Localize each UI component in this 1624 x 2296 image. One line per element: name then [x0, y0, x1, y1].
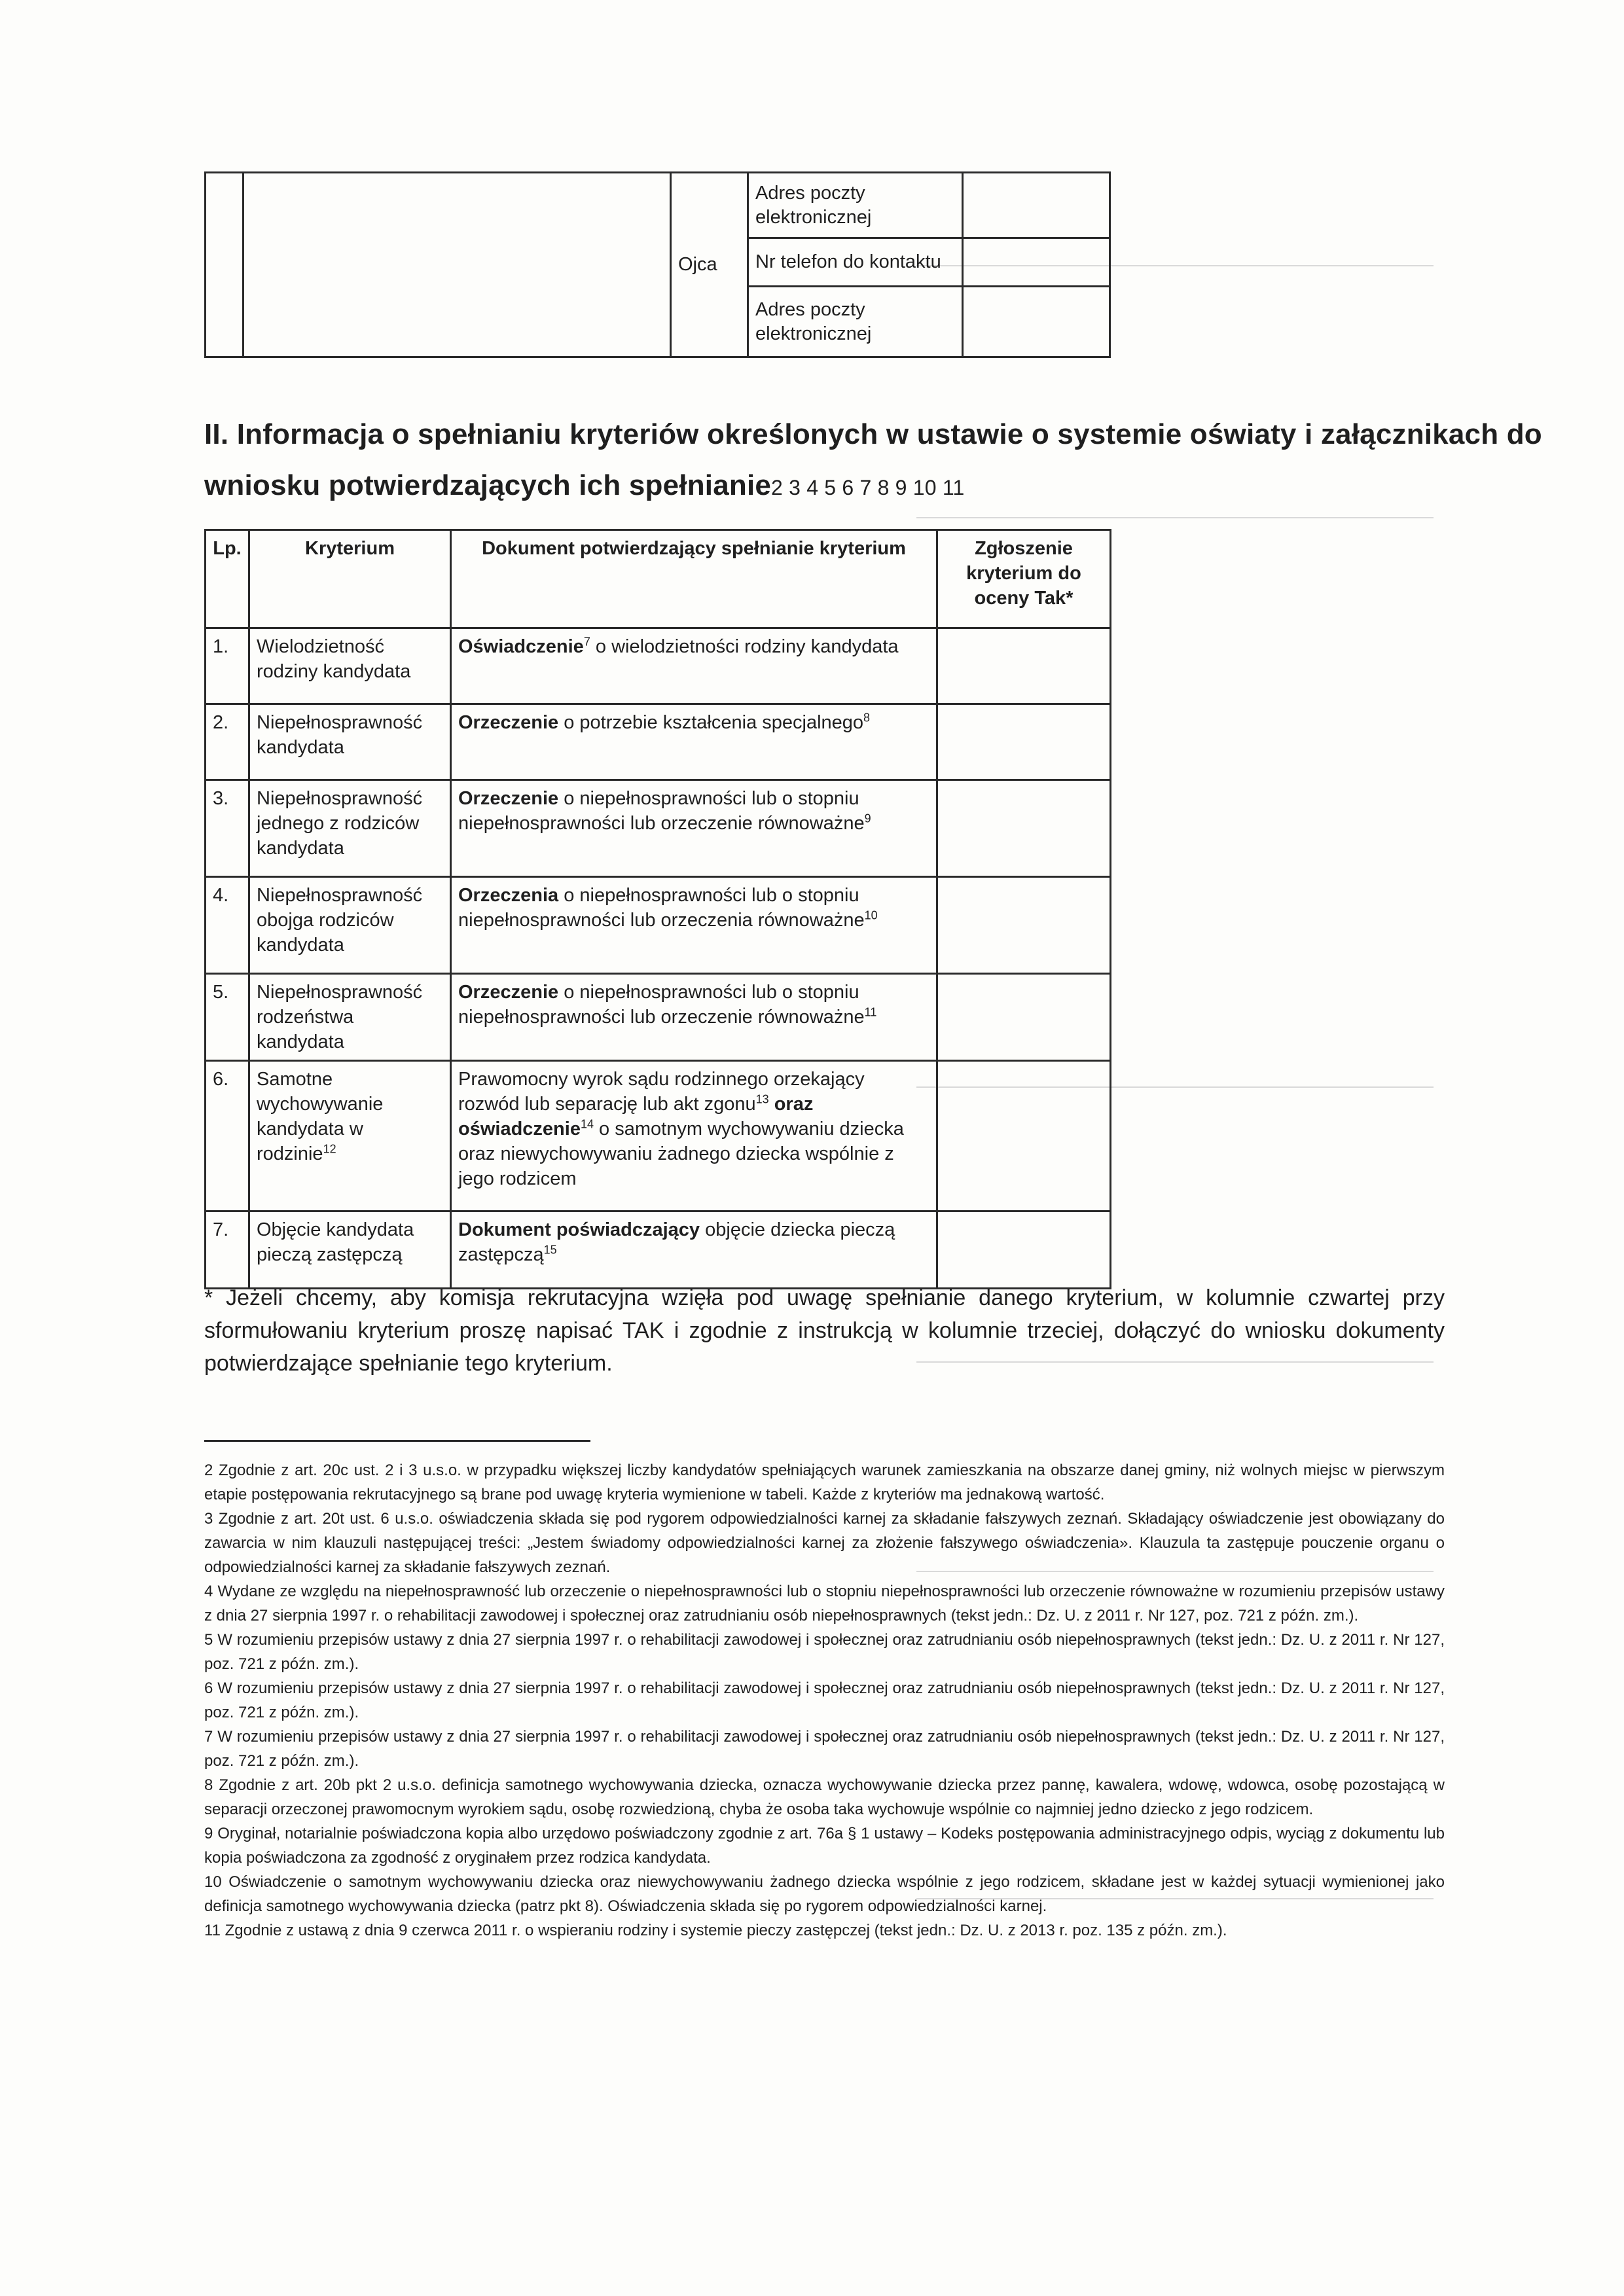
section-heading-line2 [204, 466, 964, 507]
footnote-ref: 10 [864, 908, 878, 922]
footnote: 10 Oświadczenie o samotnym wychowywaniu dziecka oraz niewychowywaniu żadnego dziecka wspólnie z jego rodzicem, składane jest w każdej sytuacji wymienionej jako definicja samotnego wychowywania dziecka (patrz pkt 8). Oświadczenia składa się po rygorem odpowiedzialności karnej. [204, 1873, 1445, 1915]
document-keyword: Orzeczenie [458, 982, 559, 1003]
criterion-lp: 5. [206, 974, 249, 1061]
footnote-ref: 12 [323, 1142, 336, 1156]
criterion-name-text: Niepełnosprawność rodzeństwa kandydata [257, 982, 423, 1052]
document-text: o potrzebie kształcenia specjalnego [558, 712, 864, 733]
criterion-name [249, 877, 451, 974]
footnote: 6 W rozumieniu przepisów ustawy z dnia 27 sierpnia 1997 r. o rehabilitacji zawodowej i społecznej oraz zatrudnianiu osób niepełnosprawnych (tekst jedn.: Dz. U. z 2011 r. Nr 127, poz. 721 z późn. zm.). [204, 1679, 1445, 1721]
criterion-lp: 2. [206, 704, 249, 780]
contact-label: Nr telefon do kontaktu [748, 238, 963, 287]
footnotes [204, 1458, 1445, 1943]
criterion-claim-field[interactable] [937, 780, 1111, 877]
footnote: 11 Zgodnie z ustawą z dnia 9 czerwca 2011 r. o wspieraniu rodziny i systemie pieczy zastępczej (tekst jedn.: Dz. U. z 2013 r. poz. 135 z późn. zm.). [204, 1922, 1227, 1939]
criterion-row [206, 1061, 1111, 1211]
document-text: o niepełnosprawności lub o stopniu niepełnosprawności lub orzeczenie równoważne [458, 982, 865, 1028]
criterion-document [451, 628, 937, 704]
criterion-row [206, 704, 1111, 780]
document-keyword: Dokument poświadczający [458, 1219, 700, 1240]
document-keyword: Orzeczenie [458, 788, 559, 809]
criteria-table [204, 529, 1111, 1289]
footnote-ref: 7 [583, 635, 590, 649]
criterion-claim-field[interactable] [937, 877, 1111, 974]
criterion-row [206, 974, 1111, 1061]
document-text: o samotnym wychowywaniu dziecka oraz niewychowywaniu żadnego dziecka wspólnie z jego rodzicem [458, 1119, 904, 1189]
criterion-claim-field[interactable] [937, 1211, 1111, 1289]
criterion-name [249, 780, 451, 877]
document-keyword: Orzeczenie [458, 712, 559, 733]
parent-contact-table [204, 171, 1111, 358]
criterion-document [451, 704, 937, 780]
criterion-row [206, 628, 1111, 704]
col-header-claim: Zgłoszenie kryterium do oceny Tak* [937, 530, 1111, 628]
contact-value-field[interactable] [963, 173, 1110, 238]
criterion-name [249, 704, 451, 780]
criterion-claim-field[interactable] [937, 974, 1111, 1061]
criterion-name [249, 1211, 451, 1289]
footnote-ref: 11 [864, 1005, 877, 1019]
footnote: 2 Zgodnie z art. 20c ust. 2 i 3 u.s.o. w przypadku większej liczby kandydatów spełniających warunek zamieszkania na obszarze danej gminy, niż wolnych miejsc w pierwszym etapie postępowania rekrutacyjnego są brane pod uwagę kryteria wymienione w tabeli. Każde z kryteriów ma jednakową wartość. [204, 1462, 1445, 1503]
contact-label: Adres poczty elektronicznej [748, 173, 963, 238]
document-text: Prawomocny wyrok sądu rodzinnego orzekający rozwód lub separację lub akt zgonu [458, 1069, 865, 1115]
criterion-name-text: Niepełnosprawność kandydata [257, 712, 423, 758]
criterion-claim-field[interactable] [937, 704, 1111, 780]
contact-label: Adres poczty elektronicznej [748, 287, 963, 357]
criterion-row [206, 1211, 1111, 1289]
criterion-name-text: Samotne wychowywanie kandydata w rodzinie [257, 1069, 384, 1164]
criterion-name [249, 1061, 451, 1211]
criterion-document [451, 974, 937, 1061]
instruction-note: * Jeżeli chcemy, aby komisja rekrutacyjna wzięła pod uwagę spełnianie danego kryterium, w kolumnie czwartej przy sformułowaniu kryterium proszę napisać TAK i zgodnie z instrukcją w kolumnie trzeciej, dołączyć do wniosku dokumenty potwierdzające spełnianie tego kryterium. [204, 1285, 1445, 1376]
criterion-document [451, 1211, 937, 1289]
footnote-ref: 8 [863, 711, 871, 725]
contact-value-field[interactable] [963, 238, 1110, 287]
criterion-lp: 1. [206, 628, 249, 704]
footnote-ref: 15 [543, 1243, 557, 1257]
footnote: 5 W rozumieniu przepisów ustawy z dnia 27 sierpnia 1997 r. o rehabilitacji zawodowej i społecznej oraz zatrudnianiu osób niepełnosprawnych (tekst jedn.: Dz. U. z 2011 r. Nr 127, poz. 721 z późn. zm.). [204, 1631, 1445, 1673]
document-text: o niepełnosprawności lub o stopniu niepełnosprawności lub orzeczenia równoważne [458, 885, 865, 931]
footnote: 8 Zgodnie z art. 20b pkt 2 u.s.o. definicja samotnego wychowywania dziecka, oznacza wychowywanie dziecka przez pannę, kawalera, wdowę, wdowca, osobę pozostającą w separacji orzeczonej prawomocnym wyrokiem sądu, osobę rozwiedzioną, chyba że osoba taka wychowuje wspólnie co najmniej jedno dziecko z jego rodzicem. [204, 1776, 1445, 1818]
footnote: 7 W rozumieniu przepisów ustawy z dnia 27 sierpnia 1997 r. o rehabilitacji zawodowej i społecznej oraz zatrudnianiu osób niepełnosprawnych (tekst jedn.: Dz. U. z 2011 r. Nr 127, poz. 721 z późn. zm.). [204, 1728, 1445, 1770]
criterion-document [451, 1061, 937, 1211]
document-keyword: oraz oświadczenie [458, 1094, 814, 1139]
section-heading-refs: 2 3 4 5 6 7 8 9 10 11 [771, 476, 965, 499]
parent-label: Ojca [671, 173, 748, 357]
document-keyword: Orzeczenia [458, 885, 559, 906]
criterion-name-text: Niepełnosprawność obojga rodziców kandydata [257, 885, 423, 956]
col-header-criterion: Kryterium [249, 530, 451, 628]
document-keyword: Oświadczenie [458, 636, 584, 657]
col-header-lp: Lp. [206, 530, 249, 628]
footnote: 9 Oryginał, notarialnie poświadczona kopia albo urzędowo poświadczony zgodnie z art. 76a § 1 ustawy – Kodeks postępowania administracyjnego odpis, wyciąg z dokumentu lub kopia poświadczona za zgodność z oryginałem przez rodzica kandydata. [204, 1825, 1445, 1867]
criterion-lp: 3. [206, 780, 249, 877]
criterion-name-text: Wielodzietność rodziny kandydata [257, 636, 411, 682]
footnote: 3 Zgodnie z art. 20t ust. 6 u.s.o. oświadczenia składa się pod rygorem odpowiedzialności karnej za składanie fałszywych zeznań. Składający oświadczenie jest obowiązany do zawarcia w nim klauzuli następującej treści: „Jestem świadomy odpowiedzialności karnej za złożenie fałszywego oświadczenia». Klauzula ta zastępuje pouczenie organu o odpowiedzialności karnej za składanie fałszywych zeznań. [204, 1510, 1445, 1576]
blank-col-2 [244, 173, 671, 357]
criterion-row [206, 780, 1111, 877]
criterion-row [206, 877, 1111, 974]
section-heading-line1: II. Informacja o spełnianiu kryteriów określonych w ustawie o systemie oświaty i załącznikach do [204, 418, 1542, 450]
footnote-ref: 14 [580, 1117, 594, 1131]
criterion-lp: 6. [206, 1061, 249, 1211]
footnote-separator [204, 1440, 590, 1442]
criterion-name-text: Niepełnosprawność jednego z rodziców kandydata [257, 788, 423, 859]
contact-value-field[interactable] [963, 287, 1110, 357]
criterion-claim-field[interactable] [937, 1061, 1111, 1211]
criterion-claim-field[interactable] [937, 628, 1111, 704]
criterion-name [249, 628, 451, 704]
footnote-ref: 13 [755, 1092, 769, 1106]
section-heading-text: wniosku potwierdzających ich spełnianie [204, 469, 772, 501]
criterion-lp: 4. [206, 877, 249, 974]
criterion-name [249, 974, 451, 1061]
document-text: o niepełnosprawności lub o stopniu niepełnosprawności lub orzeczenie równoważne [458, 788, 865, 834]
col-header-document: Dokument potwierdzający spełnianie kryterium [451, 530, 937, 628]
document-text: o wielodzietności rodziny kandydata [590, 636, 899, 657]
criterion-name-text: Objęcie kandydata pieczą zastępczą [257, 1219, 414, 1265]
criterion-document [451, 780, 937, 877]
blank-col-1 [206, 173, 244, 357]
footnote-ref: 9 [864, 812, 871, 825]
footnote: 4 Wydane ze względu na niepełnosprawność lub orzeczenie o niepełnosprawności lub o stopniu niepełnosprawności lub orzeczenie równoważne w rozumieniu przepisów ustawy z dnia 27 sierpnia 1997 r. o rehabilitacji zawodowej i społecznej oraz zatrudnianiu osób niepełnosprawnych (tekst jedn.: Dz. U. z 2011 r. Nr 127, poz. 721 z późn. zm.). [204, 1583, 1445, 1624]
criterion-lp: 7. [206, 1211, 249, 1289]
document-text: objęcie dziecka pieczą zastępczą [458, 1219, 895, 1265]
criterion-document [451, 877, 937, 974]
